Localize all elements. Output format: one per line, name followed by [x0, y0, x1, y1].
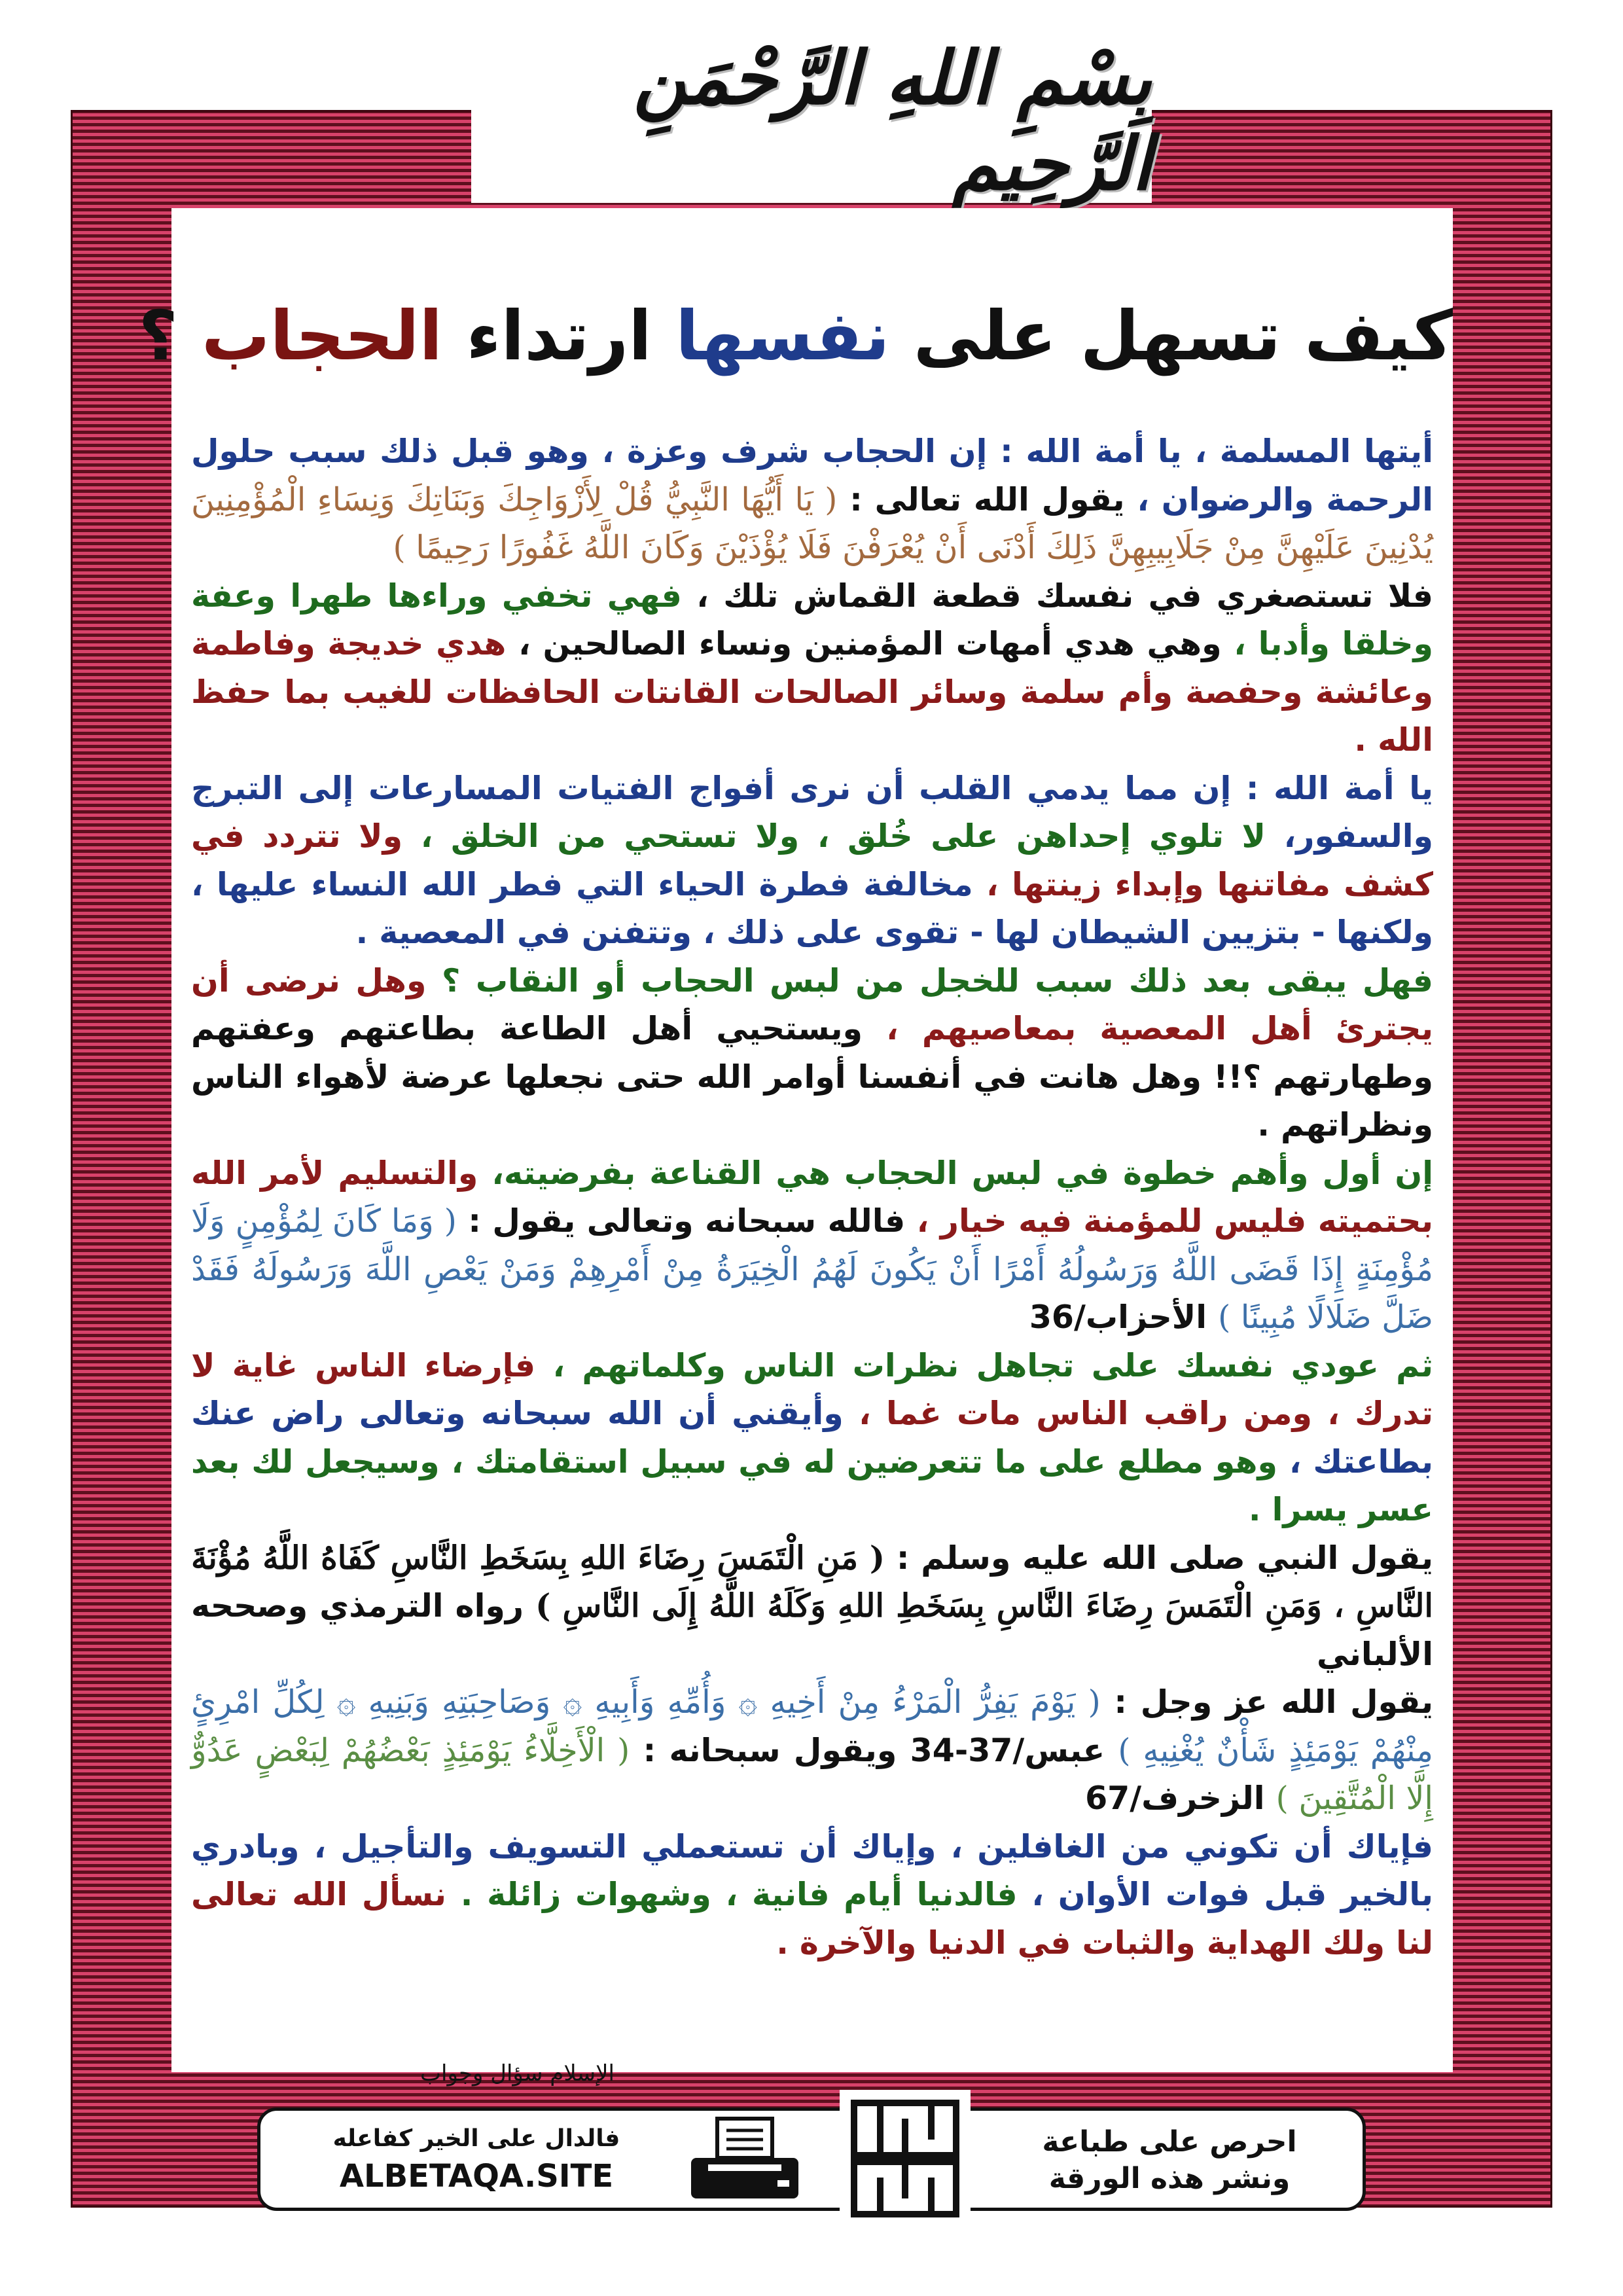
title-part2: نفسها	[675, 296, 890, 376]
title-part3: ارتداء	[442, 296, 676, 376]
p1-quran: ( يَا أَيُّهَا النَّبِيُّ قُلْ لِأَزْوَاجِكَ وَبَنَاتِكَ وَنِسَاءِ الْمُؤْمِنِينَ يُدْنِينَ عَلَيْهِنَّ مِنْ جَلَابِيبِهِنَّ ذَلِكَ أَدْنَى أَنْ يُعْرَفْنَ فَلَا يُؤْذَيْنَ وَكَانَ اللَّهُ غَفُورًا رَحِيمًا )	[191, 480, 1433, 566]
p2-d: هدي خديجة وفاطمة وعائشة وحفصة وأم سلمة وسائر الصالحات القانتات الحافظات للغيب بما حفظ الله .	[191, 625, 1433, 759]
paragraph-6	[191, 1342, 1433, 1534]
source-text: الإسلام سؤال وجواب	[420, 2060, 615, 2087]
p7-b: رواه الترمذي وصححه الألباني	[191, 1587, 1433, 1673]
p3-c: ولا تتردد في كشف مفاتنها وإبداء زينتها ،	[191, 817, 1433, 903]
bismillah-header	[471, 35, 1152, 207]
page-title	[138, 287, 1453, 385]
p3-a: يا أمة الله : إن مما يدمي القلب أن نرى أفواج الفتيات المسارعات إلى التبرج والسفور،	[191, 769, 1433, 855]
p6-b: فإرضاء الناس غاية لا تدرك ، ومن راقب الناس مات غما ،	[191, 1346, 1433, 1432]
content-panel	[138, 208, 1453, 2087]
title-part5: ؟	[138, 296, 202, 376]
p9-c: نسأل الله تعالى لنا ولك الهداية والثبات في الدنيا والآخرة .	[191, 1876, 1433, 1962]
p3-b: لا تلوي إحداهن على خُلق ، ولا تستحي من الخلق ،	[402, 817, 1266, 855]
footer-site-link[interactable]: ALBETAQA.SITE	[339, 2158, 614, 2195]
paragraph-7	[191, 1534, 1433, 1679]
footer-left	[287, 2123, 666, 2197]
p2-a: فلا تستصغري في نفسك قطعة القماش تلك ،	[681, 577, 1434, 615]
p5-c: فالله سبحانه وتعالى يقول :	[456, 1202, 906, 1240]
dawah-logo	[840, 2090, 971, 2227]
p2-b: فهي تخفي وراءها طهرا وعفة وخلقا وأدبا ،	[191, 577, 1433, 662]
p5-ref: الأحزاب/36	[1029, 1299, 1207, 1336]
footer-right-line1: احرص على طباعة	[1042, 2125, 1297, 2159]
p6-c: وأيقني أن الله سبحانه وتعالى راض عنك بطاعتك ،	[191, 1395, 1433, 1480]
bismillah-calligraphy: بِسْمِ اللهِ الرَّحْمَنِ الرَّحِيمِ	[633, 35, 1152, 207]
p8-quran1: ( يَوْمَ يَفِرُّ الْمَرْءُ مِنْ أَخِيهِ ۞ وَأُمِّهِ وَأَبِيهِ ۞ وَصَاحِبَتِهِ وَبَنِيهِ ۞ لِكُلِّ امْرِئٍ مِنْهُمْ يَوْمَئِذٍ شَأْنٌ يُغْنِيهِ )	[191, 1683, 1434, 1769]
p8-quran2: ( الْأَخِلَّاءُ يَوْمَئِذٍ بَعْضُهُمْ لِبَعْضٍ عَدُوٌّ إِلَّا الْمُتَّقِينَ )	[191, 1731, 1433, 1817]
p4-c: ويستحيي أهل الطاعة بطاعتهم وعفتهم وطهارتهم ؟!! وهل هانت في أنفسنا أوامر الله حتى نجعلها عرضة لأهواء الناس ونظراتهم .	[191, 1010, 1433, 1143]
p5-b: والتسليم لأمر الله بحتميته فليس للمؤمنة فيه خيار ،	[191, 1154, 1433, 1240]
p8-b: ويقول سبحانه :	[630, 1731, 897, 1769]
title-part4: الحجاب	[202, 296, 443, 376]
p8-a: يقول الله عز وجل :	[1100, 1683, 1434, 1721]
p6-d: وهو مطلع على ما تتعرضين له في سبيل استقامتك ، وسيجعل لك بعد عسر يسرا .	[191, 1443, 1433, 1528]
article-body	[191, 427, 1433, 1967]
p3-d: مخالفة فطرة الحياء التي فطر الله النساء عليها ، ولكنها - بتزيين الشيطان لها - تقوى على ذلك ، وتتفنن في المعصية .	[191, 865, 1433, 951]
paragraph-9	[191, 1823, 1433, 1967]
p5-a: إن أول وأهم خطوة في لبس الحجاب هي القناعة بفرضيته،	[478, 1154, 1433, 1192]
p1-a: أيتها المسلمة ، يا أمة الله : إن الحجاب شرف وعزة ، وهو قبل ذلك سبب حلول الرحمة والرضوان ،	[191, 433, 1433, 518]
footer-right-line2: ونشر هذه الورقة	[1048, 2162, 1291, 2195]
printer-icon	[679, 2116, 810, 2206]
footer-motto: فالدال على الخير كفاعله	[332, 2125, 620, 2152]
source-attribution	[420, 2060, 682, 2087]
paragraph-4	[191, 957, 1433, 1149]
p8-ref2: الزخرف/67	[1085, 1780, 1276, 1817]
p4-b: وهل نرضى أن يجترئ أهل المعصية بمعاصيهم ،	[191, 961, 1433, 1047]
footer-right	[1016, 2124, 1323, 2197]
p8-ref1: عبس/37-34	[897, 1731, 1118, 1769]
paragraph-8	[191, 1678, 1433, 1823]
p6-a: ثم عودي نفسك على تجاهل نظرات الناس وكلماتهم ،	[535, 1346, 1433, 1384]
title-part1: كيف تسهل على	[889, 296, 1453, 376]
p9-a: فإياك أن تكوني من الغافلين ، وإياك أن تستعملي التسويف والتأجيل ، وبادري بالخير قبل فوات الأوان ،	[191, 1827, 1433, 1913]
p1-b: يقول الله تعالى :	[837, 480, 1125, 518]
paragraph-3	[191, 764, 1433, 957]
p9-b: فالدنيا أيام فانية ، وشهوات زائلة .	[446, 1876, 1018, 1913]
p2-c: وهي هدي أمهات المؤمنين ونساء الصالحين ،	[506, 625, 1222, 662]
p7-a: يقول النبي صلى الله عليه وسلم :	[885, 1539, 1433, 1577]
paragraph-5	[191, 1149, 1433, 1342]
footer-bar	[257, 2108, 1366, 2211]
paragraph-2	[191, 572, 1433, 764]
p5-quran: ( وَمَا كَانَ لِمُؤْمِنٍ وَلَا مُؤْمِنَةٍ إِذَا قَضَى اللَّهُ وَرَسُولُهُ أَمْرًا أَنْ يَكُونَ لَهُمُ الْخِيَرَةُ مِنْ أَمْرِهِمْ وَمَنْ يَعْصِ اللَّهَ وَرَسُولَهُ فَقَدْ ضَلَّ ضَلَالًا مُبِينًا )	[191, 1202, 1433, 1336]
p4-a: فهل يبقى بعد ذلك سبب للخجل من لبس الحجاب أو النقاب ؟	[426, 961, 1433, 999]
p7-hadith: ( مَنِ الْتَمَسَ رِضَاءَ اللهِ بِسَخَطِ النَّاسِ كَفَاهُ اللَّهُ مُؤْنَةَ النَّاسِ ، وَمَنِ الْتَمَسَ رِضَاءَ النَّاسِ بِسَخَطِ اللهِ وَكَلَهُ اللَّهُ إِلَى النَّاسِ )	[191, 1538, 1433, 1624]
logo-icon	[840, 2090, 971, 2227]
paragraph-1	[191, 427, 1433, 572]
